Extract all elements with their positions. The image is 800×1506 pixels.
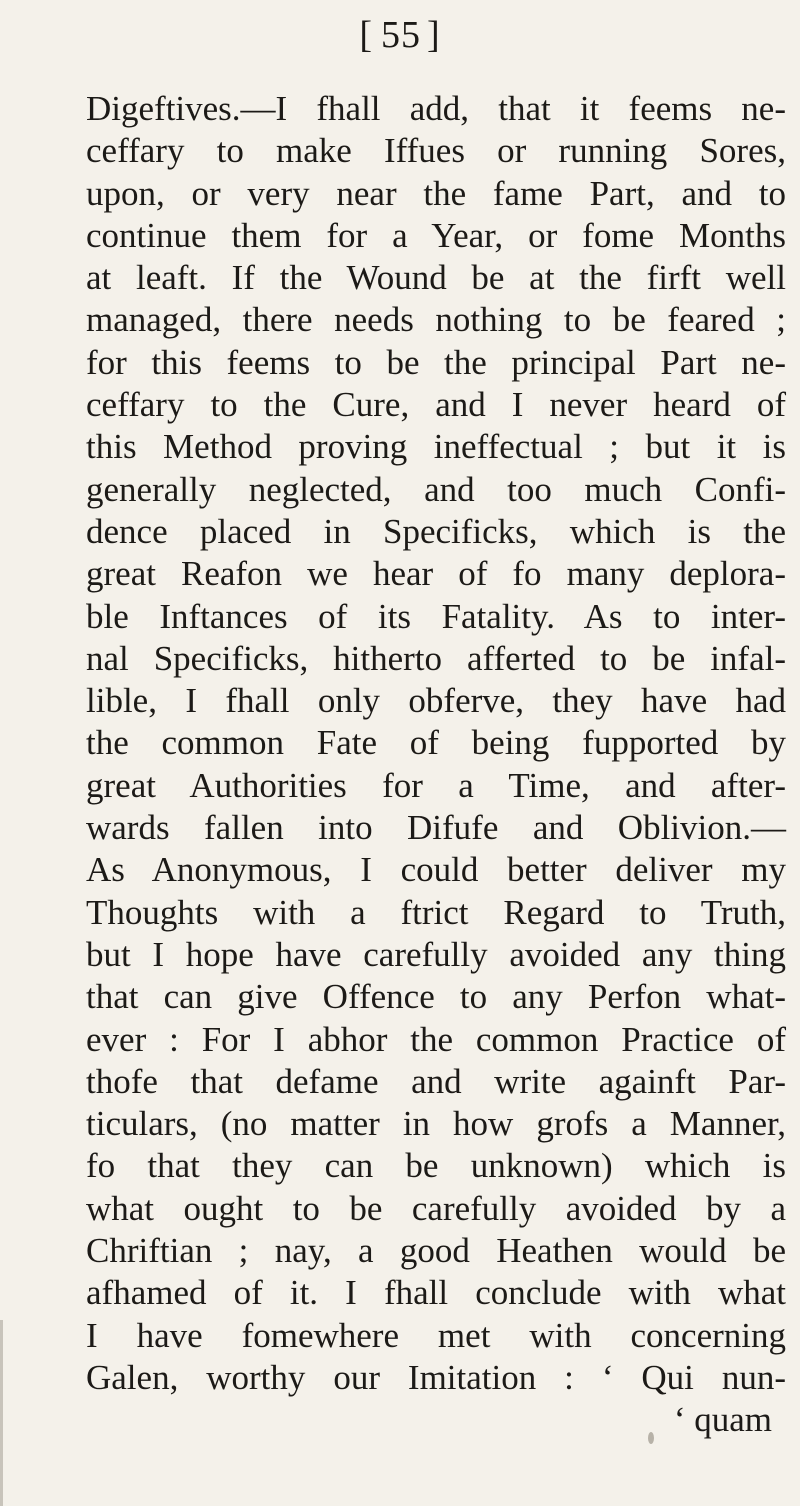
text-line: but I hope have carefully avoided any thing: [86, 934, 786, 974]
text-line: ticulars, (no matter in how grofs a Manner,: [86, 1104, 786, 1144]
text-line: Chriftian ; nay, a good Heathen would be: [86, 1231, 786, 1271]
catchword: ‘ quam: [673, 1400, 772, 1440]
text-line: for this feems to be the principal Part ne-: [86, 342, 786, 382]
text-line: continue them for a Year, or fome Months: [86, 215, 786, 255]
text-line: at leaft. If the Wound be at the firft well: [86, 258, 786, 298]
text-line: that can give Offence to any Perfon what-: [86, 977, 786, 1017]
text-line: ceffary to make Iffues or running Sores,: [86, 131, 786, 171]
text-line: Galen, worthy our Imitation : ‘ Qui nun-: [86, 1357, 786, 1397]
text-line: what ought to be carefully avoided by a: [86, 1188, 786, 1228]
text-line: fo that they can be unknown) which is: [86, 1146, 786, 1186]
text-line: dence placed in Specificks, which is the: [86, 511, 786, 551]
page-number-close-bracket: ]: [427, 14, 441, 56]
text-line: managed, there needs nothing to be feared ;: [86, 300, 786, 340]
text-line: Thoughts with a ftrict Regard to Truth,: [86, 892, 786, 932]
text-line: this Method proving ineffectual ; but it is: [86, 427, 786, 467]
text-line: upon, or very near the fame Part, and to: [86, 173, 786, 213]
text-line: generally neglected, and too much Confi-: [86, 469, 786, 509]
text-line: the common Fate of being fupported by: [86, 723, 786, 763]
text-line: great Authorities for a Time, and after-: [86, 765, 786, 805]
text-line: Digeftives.—I fhall add, that it feems ne-: [86, 89, 786, 128]
text-line: afhamed of it. I fhall conclude with what: [86, 1273, 786, 1313]
text-line: great Reafon we hear of fo many deplora-: [86, 554, 786, 594]
text-line: thofe that defame and write againft Par-: [86, 1061, 786, 1101]
page-number: [0, 16, 800, 54]
page-number-open-bracket: [: [359, 14, 373, 56]
page-edge-shadow: [0, 1320, 3, 1506]
text-line: I have fomewhere met with concerning: [86, 1315, 786, 1355]
text-line: ble Inftances of its Fatality. As to inter-: [86, 596, 786, 636]
text-line: ever : For I abhor the common Practice of: [86, 1019, 786, 1059]
text-line: As Anonymous, I could better deliver my: [86, 850, 786, 890]
page-number-value: 55: [381, 14, 421, 56]
text-line: wards fallen into Difufe and Oblivion.—: [86, 808, 786, 848]
text-line: lible, I fhall only obferve, they have had: [86, 681, 786, 721]
body-text: [86, 88, 786, 1442]
text-line: ceffary to the Cure, and I never heard of: [86, 385, 786, 425]
text-line: nal Specificks, hitherto afferted to be infal-: [86, 638, 786, 678]
ink-spot: [648, 1432, 654, 1444]
